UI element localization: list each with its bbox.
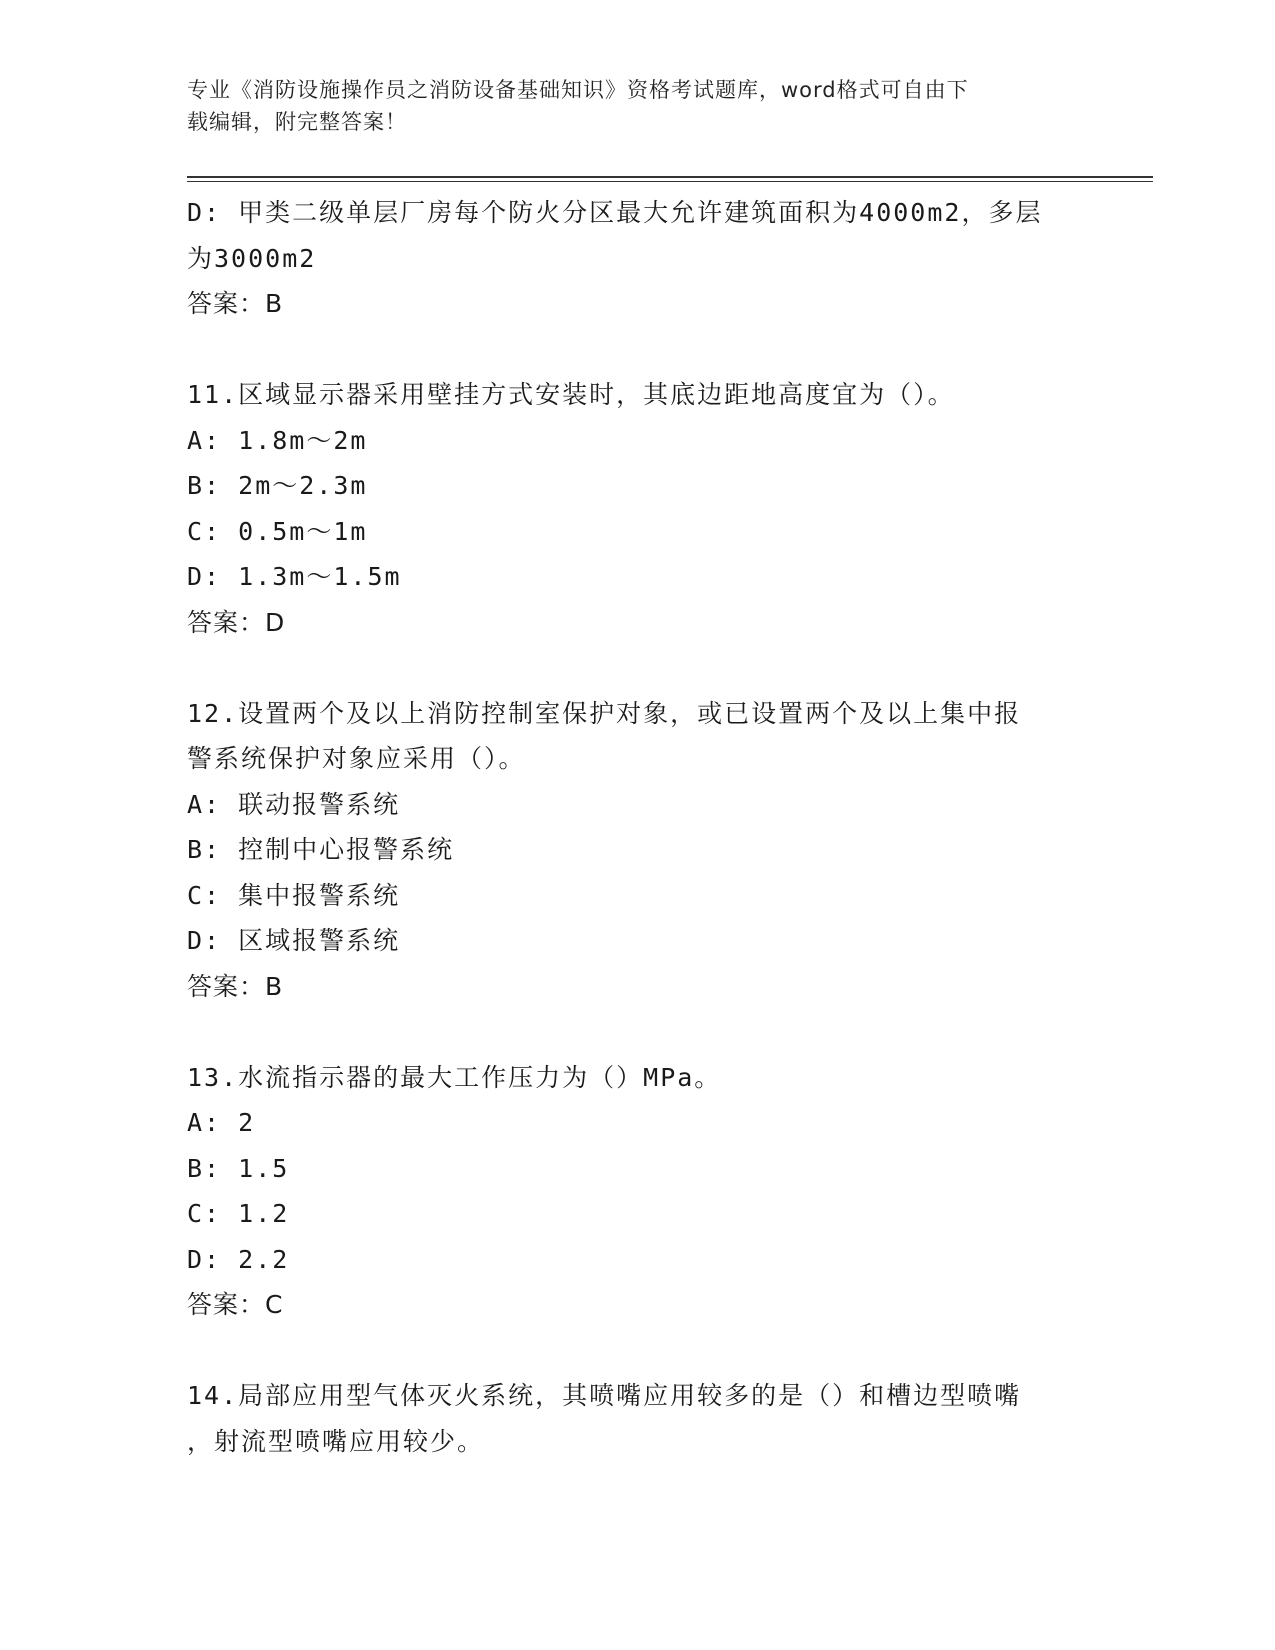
header-line-1: 专业《消防设施操作员之消防设备基础知识》资格考试题库，word格式可自由下 [187,78,969,102]
option-b: B: 1.5 [187,1153,290,1183]
option-c: C: 1.2 [187,1199,290,1228]
option-c: C: 集中报警系统 [187,880,401,910]
header-divider-thin [187,181,1153,182]
option-d: D: 区域报警系统 [187,926,401,955]
option-a: A: 1.8m～2m [187,425,368,455]
question-block [187,1373,1087,1464]
question-stem: 13.水流指示器的最大工作压力为（）MPa。 [187,1062,722,1092]
answer-line: 答案：B [187,971,284,1001]
question-block [187,691,1087,1010]
option-d: D: 1.3m～1.5m [187,562,402,591]
answer-line: 答案：C [187,1290,284,1319]
spacer [187,645,1087,691]
answer-line: 答案：D [187,607,286,637]
question-stem: 12.设置两个及以上消防控制室保护对象，或已设置两个及以上集中报 [187,698,1022,728]
option-a: A: 2 [187,1108,256,1137]
question-stem-continued: 警系统保护对象应采用（）。 [187,744,526,773]
header-line-2: 载编辑，附完整答案！ [187,110,407,134]
spacer [187,1009,1087,1055]
option-c: C: 0.5m～1m [187,516,368,546]
option-b: B: 2m～2.3m [187,471,368,500]
question-stem: 11.区域显示器采用壁挂方式安装时，其底边距地高度宜为（）。 [187,380,955,409]
option-d: D: 2.2 [187,1244,290,1274]
question-block [187,1055,1087,1328]
option-b: B: 控制中心报警系统 [187,835,455,864]
option-d-text-line-1: D: 甲类二级单层厂房每个防火分区最大允许建筑面积为4000m2，多层 [187,198,1043,227]
option-d-text-line-2: 为3000m2 [187,243,317,273]
spacer [187,327,1087,373]
question-stem-continued: ，射流型喷嘴应用较少。 [187,1426,485,1456]
question-block [187,372,1087,645]
spacer [187,1328,1087,1374]
header-divider-thick [187,176,1153,178]
answer-line: 答案：B [187,289,284,318]
option-a: A: 联动报警系统 [187,789,401,819]
document-header [187,74,1087,138]
question-stem: 14.局部应用型气体灭火系统，其喷嘴应用较多的是（）和槽边型喷嘴 [187,1381,1022,1410]
question-content [187,190,1087,1464]
